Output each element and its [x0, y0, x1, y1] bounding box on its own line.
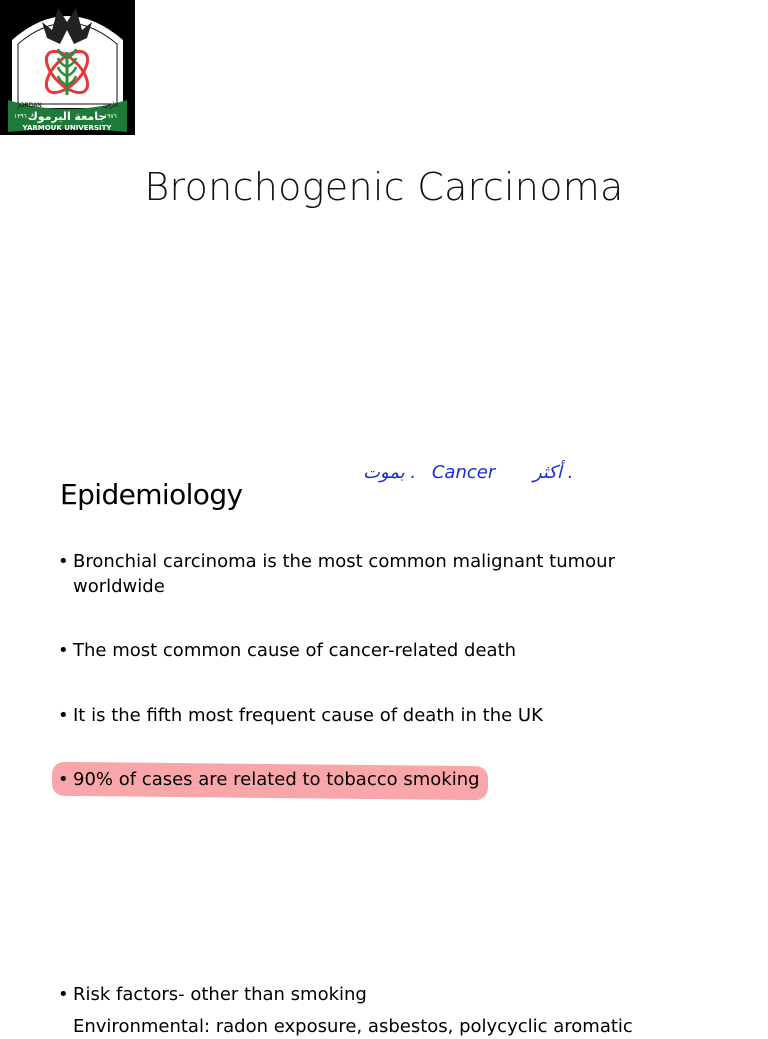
annotation-arabic-right: أكثر . — [532, 462, 574, 483]
section-heading: Epidemiology — [60, 478, 243, 511]
bullet-text: Environmental: radon exposure, asbestos, polycyclic aromatic — [73, 1016, 633, 1037]
bullet-item-continued — [58, 1014, 658, 1039]
bullet-text: Bronchial carcinoma is the most common malignant tumour worldwide — [73, 551, 615, 597]
logo-text-jordan: JORDAN — [18, 102, 42, 109]
bullet-marker: • — [58, 551, 69, 572]
handwritten-annotation — [355, 462, 573, 483]
bullet-text: It is the fifth most frequent cause of death in the UK — [73, 705, 543, 726]
logo-english-name: YARMOUK UNIVERSITY — [22, 124, 112, 132]
bullet-item-highlighted — [58, 767, 658, 792]
bullet-text: 90% of cases are related to tobacco smoking — [73, 769, 480, 790]
bullet-marker — [58, 1014, 73, 1039]
bullet-text: Risk factors- other than smoking — [73, 984, 367, 1005]
bullet-marker: • — [58, 769, 69, 790]
logo-year-left: ١٣٩٦ — [14, 113, 27, 120]
bullet-marker: • — [58, 984, 69, 1005]
annotation-arabic-left: بموت . — [363, 462, 417, 483]
yarmouk-university-logo — [0, 0, 135, 135]
logo-arabic-name: جامعة اليرموك — [27, 110, 107, 123]
bullet-text: The most common cause of cancer-related death — [73, 640, 517, 661]
slide-title: Bronchogenic Carcinoma — [144, 165, 624, 209]
bullet-item — [58, 703, 658, 728]
logo-text-jordan-ar: الأردن — [103, 102, 119, 109]
bullet-item — [58, 982, 658, 1007]
bullet-item — [58, 549, 658, 599]
annotation-cancer: Cancer — [431, 462, 496, 483]
bullet-marker: • — [58, 705, 69, 726]
bullet-marker: • — [58, 640, 69, 661]
logo-year-right: ١٩٧٦ — [104, 113, 117, 120]
bullet-item — [58, 638, 658, 663]
